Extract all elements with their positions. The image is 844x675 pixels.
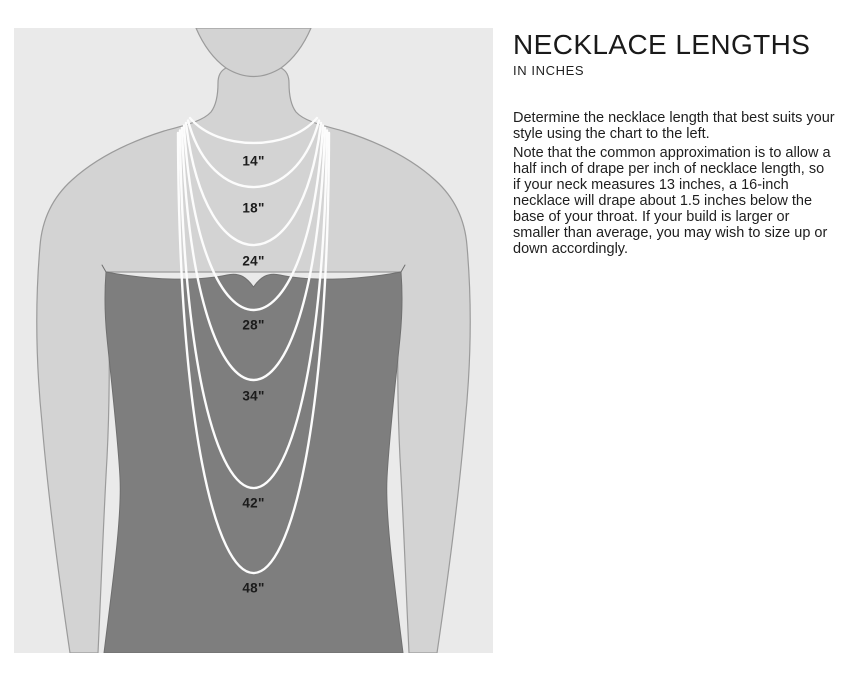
info-column bbox=[513, 30, 835, 260]
necklace-length-label-28in: 28" bbox=[242, 317, 265, 333]
necklace-length-label-18in: 18" bbox=[242, 200, 265, 216]
necklace-length-label-14in: 14" bbox=[242, 153, 265, 169]
necklace-chart-figure bbox=[14, 28, 493, 653]
intro-paragraph: Determine the necklace length that best suits your style using the chart to the left. bbox=[513, 110, 835, 143]
necklace-length-label-48in: 48" bbox=[242, 580, 265, 596]
necklace-length-label-34in: 34" bbox=[242, 388, 265, 404]
necklace-length-label-24in: 24" bbox=[242, 253, 265, 269]
page-title: NECKLACE LENGTHS bbox=[513, 29, 811, 60]
page-subtitle: IN INCHES bbox=[513, 63, 585, 79]
necklace-length-label-42in: 42" bbox=[242, 495, 265, 511]
torso-illustration bbox=[14, 28, 493, 653]
description-text bbox=[513, 110, 835, 257]
detail-paragraph: Note that the common approximation is to allow a half inch of drape per inch of necklace length, so if your neck measures 13 inches, a 16-inch necklace will drape about 1.5 inches below the base of your throat. If your build is larger or smaller than average, you may wish to size up or down accordingly. bbox=[513, 145, 831, 258]
